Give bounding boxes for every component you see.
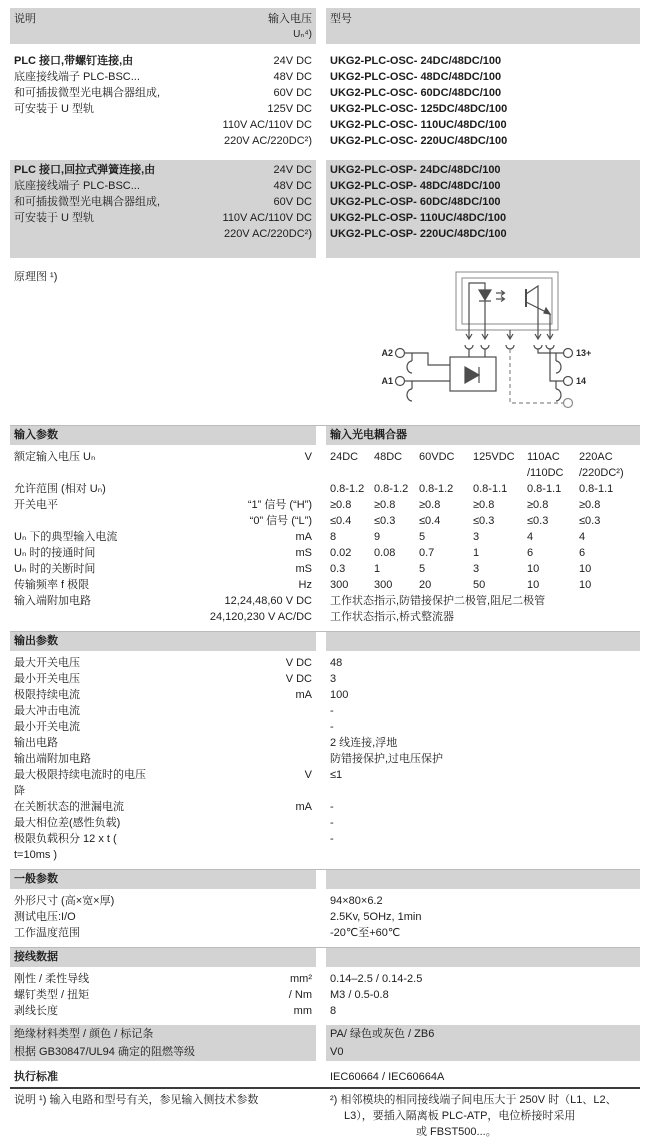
voltage-value: 48V DC [273,180,312,192]
header-left-band [10,8,316,44]
header-model-label: 型号 [326,8,640,44]
param-value: 300 [330,579,349,591]
param-value: 5 [419,563,426,575]
description-line: 和可插拔微型光电耦合器组成, [14,87,161,99]
general-section-title: 一般参数 [10,870,316,889]
variant-header-line1: 110AC [527,451,560,463]
param-value: ≥0.8 [374,499,396,511]
led-symbol [469,283,505,330]
param-row [10,719,640,735]
param-row [10,655,640,671]
param-value: 0.02 [330,547,352,559]
param-value: ≤1 [330,769,343,781]
param-label: 测试电压:I/O [14,911,76,923]
standard-value: IEC60664 / IEC60664A [330,1071,445,1083]
footnotes [10,1089,640,1140]
description-line: PLC 接口,带螺钉连接,由 [14,55,134,67]
param-value: ≥0.8 [579,499,601,511]
footnote-right [326,1092,640,1140]
terminal-a2 [396,349,451,374]
footnote-left: 说明 ¹) 输入电路和型号有关，参见输入侧技术参数 [14,1094,259,1106]
param-values [326,577,640,593]
param-label: 开关电平 [14,499,58,511]
footnote-right-line: L3），要插入隔离板 PLC-ATP，电位桥接时采用 [344,1110,576,1122]
wiring-section-title: 接线数据 [10,948,316,967]
param-value: - [330,705,334,717]
param-label: 外形尺寸 (高×宽×厚) [14,895,115,907]
param-value: 8 [330,1005,337,1017]
insulation-shaded-rows [10,1025,640,1061]
param-value: 8 [330,531,337,543]
shaded-row [10,1043,640,1061]
model-number: UKG2-PLC-OSP- 24DC/48DC/100 [330,164,501,176]
param-value: - [330,801,334,813]
param-value: 94×80×6.2 [330,895,383,907]
param-value: 3 [473,563,480,575]
param-value: ≥0.8 [473,499,495,511]
variant-header [527,449,579,481]
param-value: ≤0.4 [330,515,352,527]
param-row [10,909,640,925]
param-value: ≥0.8 [330,499,352,511]
label-a1: A1 [381,376,393,386]
param-label: 输出端附加电路 [14,753,91,765]
param-label: 最大冲击电流 [14,705,80,717]
header-voltage-line1: 输入电压 [268,13,312,25]
input-section-title: 输入参数 [10,426,316,445]
param-label: 最大相位差(感性负载) [14,817,121,829]
param-value: 10 [527,563,540,575]
model-number: UKG2-PLC-OSC- 60DC/48DC/100 [330,87,502,99]
param-value: - [330,721,334,733]
param-value: 2.5Kv, 5OHz, 1min [330,911,422,923]
param-row [10,593,640,609]
product-block-models [326,160,640,258]
param-value: 0.8-1.1 [473,483,508,495]
param-value: 4 [579,531,586,543]
shaded-row-value: PA/ 绿色或灰色 / ZB6 [326,1025,640,1043]
param-unit: mm² [290,973,312,985]
param-value: -20℃至+60℃ [330,927,401,939]
param-values [326,561,640,577]
general-section-band-right [326,870,640,889]
param-values [326,529,640,545]
param-value: 4 [527,531,534,543]
voltage-variant-headers [326,449,640,481]
param-value: 0.8-1.2 [330,483,365,495]
product-blocks [10,51,640,258]
param-value: 0.8-1.2 [374,483,409,495]
product-block-left [10,160,316,258]
circuit-diagram [380,269,598,415]
param-value: 20 [419,579,432,591]
label-a2: A2 [381,348,393,358]
param-value: 3 [330,673,337,685]
table-header [10,8,640,44]
param-unit: V DC [285,657,312,669]
param-unit: V DC [285,673,312,685]
output-section-band-right [326,632,640,651]
model-number: UKG2-PLC-OSC- 125DC/48DC/100 [330,103,508,115]
input-rows [10,449,640,625]
product-description [10,162,223,242]
variant-header-line2: /110DC [527,467,564,479]
variant-header-line1: 60VDC [419,451,455,463]
param-label: 极限持续电流 [14,689,80,701]
description-line: 可安装于 U 型轨 [14,103,95,115]
variant-header [473,449,527,481]
param-unit: mS [295,547,312,559]
schematic-title: 原理图 ¹) [14,271,58,283]
product-block-left [10,51,316,151]
product-block-models [326,51,640,151]
param-value: ≤0.3 [374,515,396,527]
variant-header [374,449,419,481]
wiring-rows [10,971,640,1019]
output-section-title: 输出参数 [10,632,316,651]
optocoupler-housing [456,272,558,330]
shaded-row-label: 根据 GB30847/UL94 确定的阻燃等级 [10,1043,316,1061]
param-unit: mS [295,563,312,575]
param-value: ≤0.3 [473,515,495,527]
terminal-13 [556,349,573,374]
terminal-a1 [396,377,451,402]
product-block [10,160,640,258]
param-unit: mA [295,689,312,701]
header-voltage-label [268,11,312,41]
variant-header-line2: /220DC²) [579,467,624,479]
shaded-row-label: 绝缘材料类型 / 颜色 / 标记条 [10,1025,316,1043]
voltage-value: 110V AC/110V DC [222,119,312,131]
param-value: 1 [374,563,381,575]
param-values [326,481,640,497]
voltage-column [223,53,316,149]
column-gap [316,8,326,44]
param-label: 额定输入电压 Uₙ [14,451,96,463]
param-row [10,751,640,767]
voltage-value: 125V DC [267,103,312,115]
param-value: ≥0.8 [527,499,549,511]
input-diode-box [450,357,496,391]
param-label: 螺钉类型 / 扭矩 [14,989,90,1001]
param-values [326,545,640,561]
voltage-value: 24V DC [273,55,312,67]
wiring-section-band-right [326,948,640,967]
description-line: 底座接线端子 PLC-BSC... [14,71,140,83]
label-14: 14 [576,376,587,386]
param-value: ≥0.8 [419,499,441,511]
param-row [10,497,640,513]
param-label: 在关断状态的泄漏电流 [14,801,124,813]
input-rated-row [10,449,640,481]
param-label: 剥线长度 [14,1005,58,1017]
model-number: UKG2-PLC-OSP- 220UC/48DC/100 [330,228,507,240]
param-value: - [330,817,334,829]
footnote-right-line: ²) 相邻模块的相同接线端子间电压大于 250V 时（L1、L2、 [330,1094,617,1106]
param-value: 1 [473,547,480,559]
param-row [10,1003,640,1019]
product-description [10,53,223,149]
header-voltage-line2: Uₙ⁴) [293,29,312,40]
param-row [10,987,640,1003]
param-row [10,671,640,687]
voltage-value: 48V DC [273,71,312,83]
voltage-value: 220V AC/220DC²) [223,228,312,240]
variant-header-line1: 24DC [330,451,359,463]
wiring-section-band [10,947,640,967]
shaded-row [10,1025,640,1043]
param-label: 工作温度范围 [14,927,80,939]
model-number: UKG2-PLC-OSP- 60DC/48DC/100 [330,196,501,208]
standard-row [10,1069,640,1085]
param-unit: “1” 信号 (“H”) [247,499,312,511]
standard-label: 执行标准 [14,1071,58,1083]
param-value: 防错接保护,过电压保护 [330,753,444,765]
description-line: PLC 接口,回拉式弹簧连接,由 [14,164,156,176]
variant-header [419,449,473,481]
model-number: UKG2-PLC-OSP- 48DC/48DC/100 [330,180,501,192]
param-label: Uₙ 时的接通时间 [14,547,96,559]
param-value: 10 [527,579,540,591]
voltage-value: 24V DC [273,164,312,176]
param-row [10,815,640,831]
param-unit: mA [295,801,312,813]
voltage-value: 60V DC [273,196,312,208]
param-label: 最大开关电压 [14,657,80,669]
model-number: UKG2-PLC-OSP- 110UC/48DC/100 [330,212,507,224]
input-section-band [10,425,640,445]
param-unit: V [304,451,312,463]
param-value: ≤0.4 [419,515,441,527]
general-section-band [10,869,640,889]
param-value: 10 [579,579,592,591]
param-value: 100 [330,689,349,701]
param-value: 0.3 [330,563,346,575]
param-row [10,481,640,497]
header-desc-label: 说明 [14,13,36,25]
param-unit: 24,120,230 V AC/DC [209,611,312,623]
variant-header-line1: 220AC [579,451,613,463]
param-label: 极限负载积分 12 x t ( t=10ms ) [14,833,117,861]
footnote-right-line: 或 FBST500...。 [416,1126,497,1138]
param-row [10,577,640,593]
input-section-title-right: 输入光电耦合器 [326,426,640,445]
param-value: 0.7 [419,547,435,559]
plug-connectors [465,330,564,381]
variant-header [330,449,374,481]
param-row [10,529,640,545]
param-values [326,513,640,529]
param-value: 6 [579,547,586,559]
param-row [10,561,640,577]
param-value: ≤0.3 [527,515,549,527]
voltage-value: 60V DC [273,87,312,99]
model-number: UKG2-PLC-OSC- 48DC/48DC/100 [330,71,502,83]
param-unit: mm [293,1005,312,1017]
output-section-band [10,631,640,651]
param-value: 3 [473,531,480,543]
variant-header-line1: 125VDC [473,451,515,463]
param-value: 6 [527,547,534,559]
param-unit: Hz [298,579,312,591]
param-label: 最小开关电压 [14,673,80,685]
param-row [10,767,640,799]
terminal-14 [556,377,573,402]
param-unit: 12,24,48,60 V DC [224,595,312,607]
param-value: 工作状态指示,防错接保护二极管,阻尼二极管 [330,595,546,607]
description-line: 可安装于 U 型轨 [14,212,95,224]
param-value: - [330,833,334,845]
label-13plus: 13+ [576,348,592,358]
param-value: 0.8-1.1 [527,483,562,495]
shield-dashed-line [510,349,573,408]
voltage-column [223,162,316,242]
param-label: Uₙ 时的关断时间 [14,563,96,575]
param-value: 9 [374,531,381,543]
param-value: M3 / 0.5-0.8 [330,989,389,1001]
phototransistor-symbol [526,286,550,330]
param-unit: mA [295,531,312,543]
shaded-row-value: V0 [326,1043,640,1061]
param-value: 2 线连接,浮地 [330,737,398,749]
description-line: 和可插拔微型光电耦合器组成, [14,196,161,208]
general-rows [10,893,640,941]
param-unit: “0” 信号 (“L”) [249,515,312,527]
param-value: 48 [330,657,343,669]
param-label: 最大极限持续电流时的电压降 [14,769,146,797]
param-value: 0.14–2.5 / 0.14-2.5 [330,973,423,985]
param-unit: V [304,769,312,781]
param-value: 300 [374,579,393,591]
param-label: 输出电路 [14,737,58,749]
param-row [10,831,640,863]
variant-header [579,449,640,481]
param-value: ≤0.3 [579,515,601,527]
param-value: 50 [473,579,486,591]
param-value: 0.8-1.2 [419,483,454,495]
param-label: 刚性 / 柔性导线 [14,973,90,985]
param-row [10,735,640,751]
model-number: UKG2-PLC-OSC- 110UC/48DC/100 [330,119,507,131]
product-block [10,51,640,151]
param-row [10,703,640,719]
param-values [326,497,640,513]
param-value: 5 [419,531,426,543]
param-row [10,925,640,941]
param-label: 允许范围 (相对 Uₙ) [14,483,106,495]
model-number: UKG2-PLC-OSC- 220UC/48DC/100 [330,135,508,147]
param-label: 输入端附加电路 [14,595,91,607]
voltage-value: 110V AC/110V DC [222,212,312,224]
param-label: Uₙ 下的典型输入电流 [14,531,118,543]
param-value: 工作状态指示,桥式整流器 [330,611,455,623]
param-row [10,893,640,909]
param-value: 0.8-1.1 [579,483,614,495]
param-row [10,609,640,625]
schematic-section [10,267,640,417]
param-row [10,513,640,529]
param-value: 0.08 [374,547,396,559]
model-number: UKG2-PLC-OSC- 24DC/48DC/100 [330,55,502,67]
param-label: 传输频率 f 极限 [14,579,90,591]
variant-header-line1: 48DC [374,451,403,463]
param-row [10,687,640,703]
voltage-value: 220V AC/220DC²) [223,135,312,147]
param-label: 最小开关电流 [14,721,80,733]
description-line: 底座接线端子 PLC-BSC... [14,180,140,192]
param-row [10,799,640,815]
param-row [10,971,640,987]
param-value: 10 [579,563,592,575]
param-row [10,545,640,561]
output-rows [10,655,640,863]
param-unit: / Nm [288,989,312,1001]
